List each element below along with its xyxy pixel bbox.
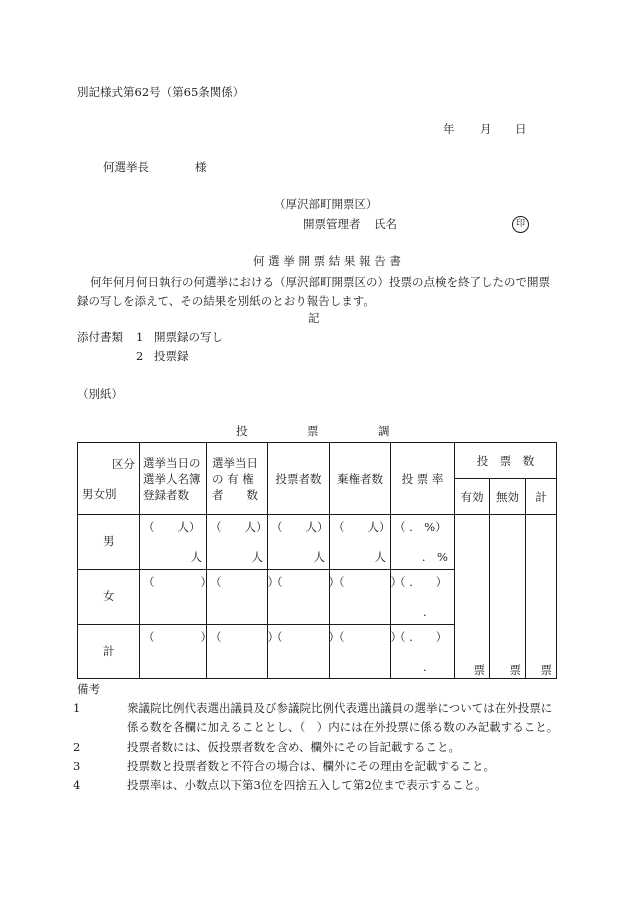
invalid-label: 無効	[496, 489, 519, 504]
abstain-male-paren: （ 人）	[333, 520, 391, 534]
rate-male-pct: . %	[421, 550, 448, 564]
note-3-text: 投票数と投票者数と不符合の場合は、欄外にその理由を記載すること。	[127, 759, 495, 773]
voters-male-cell	[268, 515, 330, 570]
corner-bottom-label: 男女別	[82, 487, 117, 501]
voters-total-paren: （ ）	[271, 630, 340, 644]
vote-survey-table	[77, 442, 557, 679]
header-corner	[78, 443, 140, 515]
rate-total-paren: （ . ）	[394, 630, 448, 644]
date-day-label: 日	[515, 122, 527, 136]
header-total	[526, 479, 557, 515]
rate-total-dot: .	[423, 660, 427, 674]
row-male-label: 男	[103, 534, 115, 548]
total-label: 計	[535, 489, 547, 504]
row-label-cell	[78, 515, 140, 570]
rate-female-dot: .	[423, 605, 427, 619]
registered-male-cell	[140, 515, 207, 570]
registered-line-3: 登録者数	[143, 487, 189, 502]
addressee-title: 何選挙長	[103, 160, 149, 174]
invalid-unit: 票	[509, 662, 521, 677]
sender-role: 開票管理者	[303, 217, 361, 231]
note-2-text: 投票者数には、仮投票者数を含め、欄外にその旨記載すること。	[127, 740, 461, 754]
document-title: 何 選 挙 開 票 結 果 報 告 書	[253, 254, 401, 268]
header-invalid	[490, 479, 526, 515]
header-valid	[455, 479, 490, 515]
abstain-label: 棄権者数	[337, 471, 383, 486]
valid-unit: 票	[473, 662, 485, 677]
rate-female-paren: （ . ）	[394, 575, 448, 589]
eligible-line-3: 者 数	[212, 487, 258, 502]
rate-female-cell	[391, 570, 455, 625]
voters-female-paren: （ ）	[271, 575, 340, 589]
appendix-label: （別紙）	[77, 387, 123, 401]
header-abstain	[330, 443, 391, 515]
date-month-label: 月	[480, 122, 492, 136]
voters-male-paren: （ 人）	[271, 520, 329, 534]
abstain-female-paren: （ ）	[333, 575, 402, 589]
body-paragraph: 何年何月何日執行の何選挙における（厚沢部町開票区の）投票の点検を終了したので開票録の写しを添えて、その結果を別紙のとおり報告します。	[77, 275, 550, 308]
attachment-2-text: 投票録	[154, 349, 189, 363]
header-registered	[140, 443, 207, 515]
eligible-line-1: 選挙当日	[212, 455, 258, 470]
seal-mark	[512, 216, 529, 233]
note-item	[73, 699, 560, 737]
eligible-total-paren: （ ）	[210, 630, 279, 644]
rate-total-cell	[391, 625, 455, 679]
registered-line-2: 選挙人名簿	[143, 471, 201, 486]
abstain-male-unit: 人	[374, 550, 386, 564]
date-year-label: 年	[443, 122, 455, 136]
form-id: 別記様式第62号（第65条関係）	[77, 85, 245, 99]
voters-total-cell	[268, 625, 340, 679]
valid-label: 有効	[460, 489, 484, 504]
invalid-votes-cell	[490, 515, 526, 679]
voters-female-cell	[268, 570, 340, 625]
registered-male-paren: （ 人）	[143, 520, 201, 534]
attachment-1-text: 開票録の写し	[154, 330, 223, 344]
note-2-num: 2	[73, 740, 81, 754]
seal-text: 印	[515, 219, 525, 229]
abstain-total-cell	[330, 625, 402, 679]
attachment-2-num: 2	[136, 349, 144, 363]
addressee-honorific: 様	[195, 160, 207, 174]
row-label-cell	[78, 570, 140, 625]
valid-votes-cell	[455, 515, 490, 679]
eligible-line-2: の 有 権	[212, 471, 254, 486]
note-4-num: 4	[73, 778, 81, 792]
registered-total-cell	[140, 625, 212, 679]
attachments-label: 添付書類	[77, 330, 123, 344]
votes-label: 投 票 数	[476, 453, 535, 468]
rate-label: 投 票 率	[401, 471, 444, 486]
ki-label: 記	[308, 311, 320, 325]
rate-male-cell	[391, 515, 455, 570]
notes-label: 備考	[77, 682, 100, 696]
eligible-female-cell	[207, 570, 279, 625]
eligible-total-cell	[207, 625, 279, 679]
voters-male-unit: 人	[313, 550, 325, 564]
total-unit: 票	[540, 662, 552, 677]
eligible-male-cell	[207, 515, 268, 570]
header-rate	[391, 443, 455, 515]
voters-label: 投票者数	[275, 471, 322, 486]
abstain-female-cell	[330, 570, 402, 625]
row-total-label: 計	[103, 644, 115, 658]
note-3-num: 3	[73, 759, 81, 773]
registered-total-paren: （ ）	[143, 630, 212, 644]
row-female-label: 女	[103, 589, 115, 603]
header-votes	[455, 443, 557, 479]
sender-district: （厚沢部町開票区）	[274, 197, 378, 211]
sender-name-label: 氏名	[374, 217, 397, 231]
eligible-female-paren: （ ）	[210, 575, 279, 589]
table-title-2: 票	[307, 424, 319, 438]
header-eligible	[207, 443, 268, 515]
row-label-cell	[78, 625, 140, 679]
registered-female-paren: （ ）	[143, 575, 212, 589]
note-4-text: 投票率は、小数点以下第3位を四捨五入して第2位まで表示すること。	[127, 778, 487, 792]
note-item	[73, 738, 560, 757]
note-1-text: 衆議院比例代表選出議員及び参議院比例代表選出議員の選挙については在外投票に係る数を各欄に加えることとし、（ ）内には在外投票に係る数のみ記載すること。	[127, 701, 559, 734]
table-title-1: 投	[236, 424, 248, 438]
attachment-1-num: 1	[136, 330, 144, 344]
table-title-3: 調	[378, 424, 390, 438]
header-voters	[268, 443, 330, 515]
registered-female-cell	[140, 570, 212, 625]
abstain-male-cell	[330, 515, 391, 570]
note-item	[73, 757, 560, 776]
rate-male-paren: （ . %）	[394, 520, 447, 534]
eligible-male-unit: 人	[251, 550, 263, 564]
registered-line-1: 選挙当日の	[143, 455, 201, 470]
corner-top-label: 区分	[112, 457, 135, 471]
note-1-num: 1	[73, 701, 81, 715]
note-item	[73, 776, 560, 795]
total-votes-cell	[526, 515, 557, 679]
eligible-male-paren: （ 人）	[210, 520, 268, 534]
abstain-total-paren: （ ）	[333, 630, 402, 644]
table-row-male	[78, 515, 557, 570]
registered-male-unit: 人	[190, 550, 202, 564]
